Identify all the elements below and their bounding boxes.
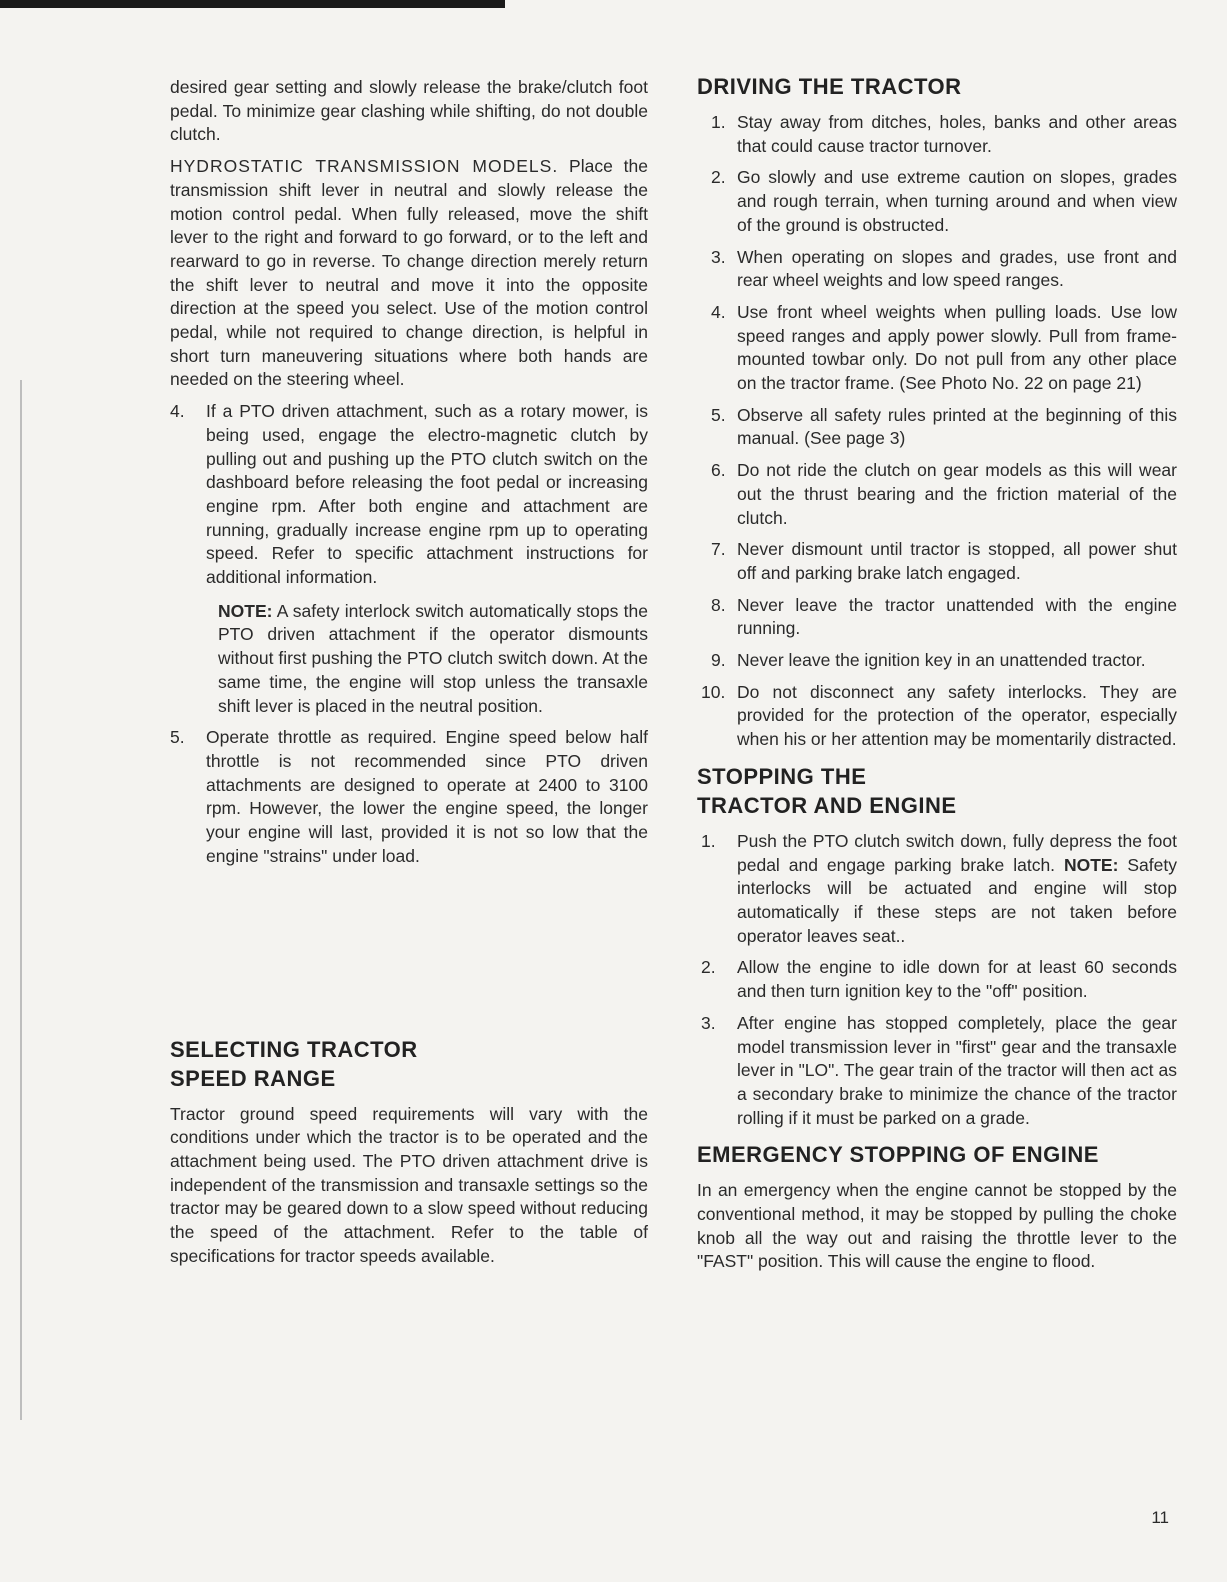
speed-range-heading: SELECTING TRACTOR SPEED RANGE [170, 1036, 418, 1091]
list-item [697, 111, 1177, 158]
hydrostatic-label: HYDROSTATIC TRANSMISSION MODELS. [170, 156, 559, 177]
pto-note [170, 600, 648, 719]
item-number: 1. [701, 830, 716, 851]
list-item [697, 538, 1177, 585]
note-text: A safety interlock switch automatically stops the PTO driven attachment if the operator dismounts without first pushing the PTO clutch switch down. At the same time, the engine will stop unless the transaxle shift lever is placed in the neutral position. [218, 600, 648, 716]
list-item [697, 459, 1177, 530]
item-text: Never dismount until tractor is stopped, all power shut off and parking brake latch engaged. [737, 539, 1177, 583]
stopping-heading: STOPPING THE TRACTOR AND ENGINE [697, 763, 957, 818]
list-item [697, 404, 1177, 451]
item-number: 2. [711, 167, 726, 188]
gear-release-paragraph: desired gear setting and slowly release the brake/clutch foot pedal. To minimize gear clashing while shifting, do not double clutch. [170, 77, 648, 145]
item-number: 5. [170, 727, 185, 748]
list-item [697, 681, 1177, 752]
list-item [170, 400, 648, 590]
list-item [697, 830, 1177, 949]
item-text: After engine has stopped completely, place the gear model transmission lever in "first" gear and the transaxle lever in "LO". The gear train of the tractor will then act as a secondary brake to minimize the chance of the tractor rolling if it must be parked on a grade. [737, 1012, 1177, 1128]
list-item [697, 594, 1177, 641]
stopping-steps-list [697, 830, 1177, 1130]
list-item [697, 956, 1177, 1003]
hydrostatic-paragraph [170, 155, 648, 392]
item-text: Operate throttle as required. Engine speed below half throttle is not recommended since PTO driven attachments are designed to operate at 2400 to 3100 rpm. However, the lower the engine speed, the longer your engine will last, provided it is not so low that the engine "strains" under load. [206, 727, 648, 866]
note-label: NOTE: [1063, 854, 1119, 875]
operating-steps-list-cont [170, 726, 648, 868]
item-number: 4. [711, 301, 726, 322]
item-text: Go slowly and use extreme caution on slopes, grades and rough terrain, when turning around and when view of the ground is obstructed. [737, 167, 1177, 235]
item-text: Stay away from ditches, holes, banks and other areas that could cause tractor turnover. [737, 112, 1177, 156]
item-text: Never leave the tractor unattended with the engine running. [737, 594, 1177, 639]
list-item [697, 301, 1177, 396]
item-number: 1. [711, 112, 726, 132]
item-number: 3. [701, 1012, 716, 1033]
item-text: When operating on slopes and grades, use front and rear wheel weights and low speed ranges. [737, 246, 1177, 291]
list-item [697, 166, 1177, 237]
item-number: 10. [701, 681, 726, 702]
hydrostatic-text: Place the transmission shift lever in neutral and slowly release the motion control pedal. When fully released, move the shift lever to the right and forward to go forward, or to the left and rearward to go in reverse. To change direction merely return the shift lever to neutral and move it into the opposite direction at the speed you select. Use of the motion control pedal, while not required to change direction, is helpful in short turn maneuvering situations where both hands are needed on the steering wheel. [170, 156, 648, 390]
item-text: Do not disconnect any safety interlocks. They are provided for the protection of the operator, especially when his or her attention may be momentarily distracted. [737, 681, 1177, 750]
item-number: 4. [170, 401, 185, 422]
list-item [697, 649, 1177, 673]
note-label: NOTE: [218, 600, 273, 621]
right-column [697, 72, 1177, 1282]
driving-safety-list [697, 111, 1177, 752]
item-number: 9. [711, 650, 726, 671]
item-number: 2. [701, 957, 716, 978]
binding-shadow [20, 380, 22, 1420]
item-text: Do not ride the clutch on gear models as this will wear out the thrust bearing and the friction material of the clutch. [737, 460, 1177, 528]
emergency-heading: EMERGENCY STOPPING OF ENGINE [697, 1142, 1099, 1168]
item-number: 5. [711, 404, 726, 425]
item-text: Push the PTO clutch switch down, fully depress the foot pedal and engage parking brake latch. [737, 830, 1177, 875]
driving-heading: DRIVING THE TRACTOR [697, 74, 962, 99]
item-text: Never leave the ignition key in an unattended tractor. [737, 650, 1146, 671]
operating-steps-list [170, 400, 648, 590]
note-text: Safety interlocks will be actuated and engine will stop automatically if these steps are not taken before operator leaves seat.. [737, 854, 1177, 946]
list-item [170, 726, 648, 868]
item-text: If a PTO driven attachment, such as a rotary mower, is being used, engage the electro-magnetic clutch by pulling out and pushing up the PTO clutch switch on the dashboard before releasing the foot pedal or increasing engine rpm. After both engine and attachment are running, gradually increase engine rpm up to operating speed. Refer to specific attachment instructions for additional information. [206, 401, 648, 588]
left-column [170, 76, 648, 1276]
emergency-paragraph: In an emergency when the engine cannot be stopped by the conventional method, it may be stopped by pulling the choke knob all the way out and raising the throttle lever to the "FAST" position. This will cause the engine to flood. [697, 1180, 1177, 1272]
item-number: 7. [711, 539, 726, 560]
list-item [697, 246, 1177, 293]
scan-edge-bar [0, 0, 505, 8]
item-text: Observe all safety rules printed at the beginning of this manual. (See page 3) [737, 404, 1177, 449]
item-number: 6. [711, 460, 726, 481]
item-number: 8. [711, 594, 726, 615]
list-item [697, 1012, 1177, 1131]
item-text: Allow the engine to idle down for at least 60 seconds and then turn ignition key to the "off" position. [737, 957, 1177, 1002]
item-text: Use front wheel weights when pulling loads. Use low speed ranges and apply power slowly. Pull from frame-mounted towbar only. Do not pull from any other place on the tractor frame. (See Photo No. 22 on page 21) [737, 301, 1177, 394]
page-number: 11 [1151, 1508, 1169, 1527]
item-number: 3. [711, 246, 726, 267]
speed-range-paragraph: Tractor ground speed requirements will vary with the conditions under which the tractor is to be operated and the attachment being used. The PTO driven attachment drive is independent of the transmission and transaxle settings so the tractor may be geared down to a slow speed without reducing the speed of the attachment. Refer to the table of specifications for tractor speeds available. [170, 1103, 648, 1266]
